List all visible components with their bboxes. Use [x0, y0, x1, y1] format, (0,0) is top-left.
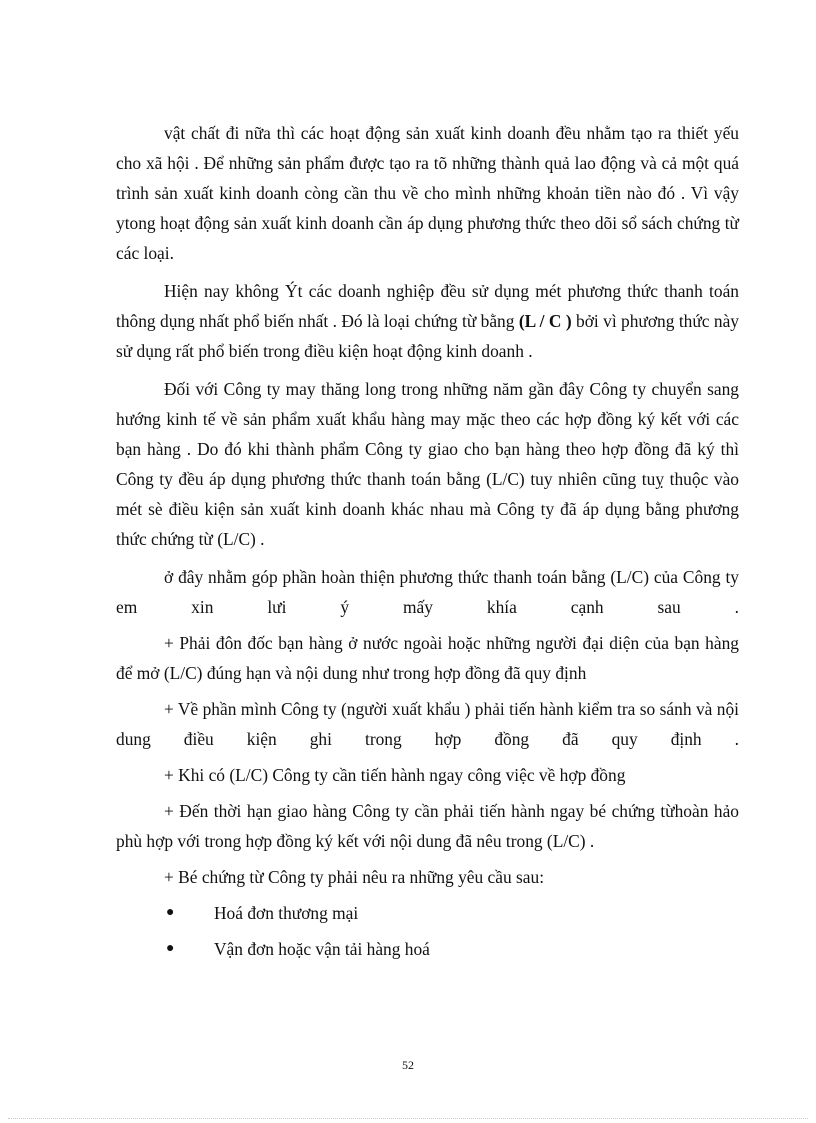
- bullet-icon: ●: [166, 905, 175, 920]
- paragraph-1: vật chất đi nữa thì các hoạt động sản xuất kinh doanh đều nhằm tạo ra thiết yếu cho xã hội . Để những sản phẩm được tạo ra tõ những thành quả lao động và cả một quá trình sản xuất kinh doanh còng cần thu về cho mình những khoản tiền nào đó . Vì vậy ytong hoạt động sản xuất kinh doanh cần áp dụng phương thức theo dõi sổ sách chứng từ các loại.: [116, 123, 739, 263]
- list-item: [116, 934, 739, 964]
- paragraph-9: + Bé chứng từ Công ty phải nêu ra những yêu cầu sau:: [164, 867, 545, 887]
- paragraph-2-end: bởi vì phương thức này sử dụng rất phổ biến trong điều kiện hoạt động kinh doanh .: [116, 311, 739, 361]
- list-item: [116, 898, 739, 928]
- paragraph-3: Đối với Công ty may thăng long trong những năm gần đây Công ty chuyển sang hướng kinh tế về sản phẩm xuất khẩu hàng may mặc theo các hợp đồng ký kết với các bạn hàng . Do đó khi thành phẩm Công ty giao cho bạn hàng theo hợp đồng đã ký thì Công ty đều áp dụng phương thức thanh toán bằng (L/C) tuy nhiên cũng tuỵ thuộc vào mét sè điều kiện sản xuất kinh doanh khác nhau mà Công ty đã áp dụng bằng phương thức chứng từ (L/C) .: [116, 379, 739, 549]
- paragraph-7: + Khi có (L/C) Công ty cần tiến hành ngay công việc về hợp đồng: [164, 765, 626, 785]
- paragraph-2-bold: (L / C ): [518, 311, 572, 331]
- body-text: [116, 118, 739, 964]
- paragraph-6: + Về phần mình Công ty (người xuất khẩu ) phải tiến hành kiểm tra so sánh và nội dung điều kiện ghi trong hợp đồng đã quy định .: [116, 699, 739, 749]
- page-number: 52: [402, 1058, 414, 1072]
- bullet-icon: ●: [166, 941, 175, 956]
- paragraph-4: ở đây nhằm góp phần hoàn thiện phương thức thanh toán bằng (L/C) của Công ty em xin lưi ý mấy khía cạnh sau .: [116, 567, 739, 617]
- paragraph-2: [116, 276, 739, 366]
- paragraph-8: + Đến thời hạn giao hàng Công ty cần phải tiến hành ngay bé chứng từhoàn hảo phù hợp với trong hợp đồng ký kết với nội dung đã nêu trong (L/C) .: [116, 801, 739, 851]
- paragraph-5: + Phải đôn đốc bạn hàng ở nước ngoài hoặc những người đại diện của bạn hàng để mở (L/C) đúng hạn và nội dung như trong hợp đồng đã quy định: [116, 633, 739, 683]
- list-item-text: Hoá đơn thương mại: [214, 903, 359, 923]
- page-footer-divider: [8, 1118, 808, 1119]
- paragraph-2-start: Hiện nay không Ýt các doanh nghiệp đều sử dụng mét phương thức thanh toán thông dụng nhất phổ biến nhất . Đó là loại chứng từ bằng: [116, 281, 739, 331]
- list-item-text: Vận đơn hoặc vận tải hàng hoá: [214, 939, 430, 959]
